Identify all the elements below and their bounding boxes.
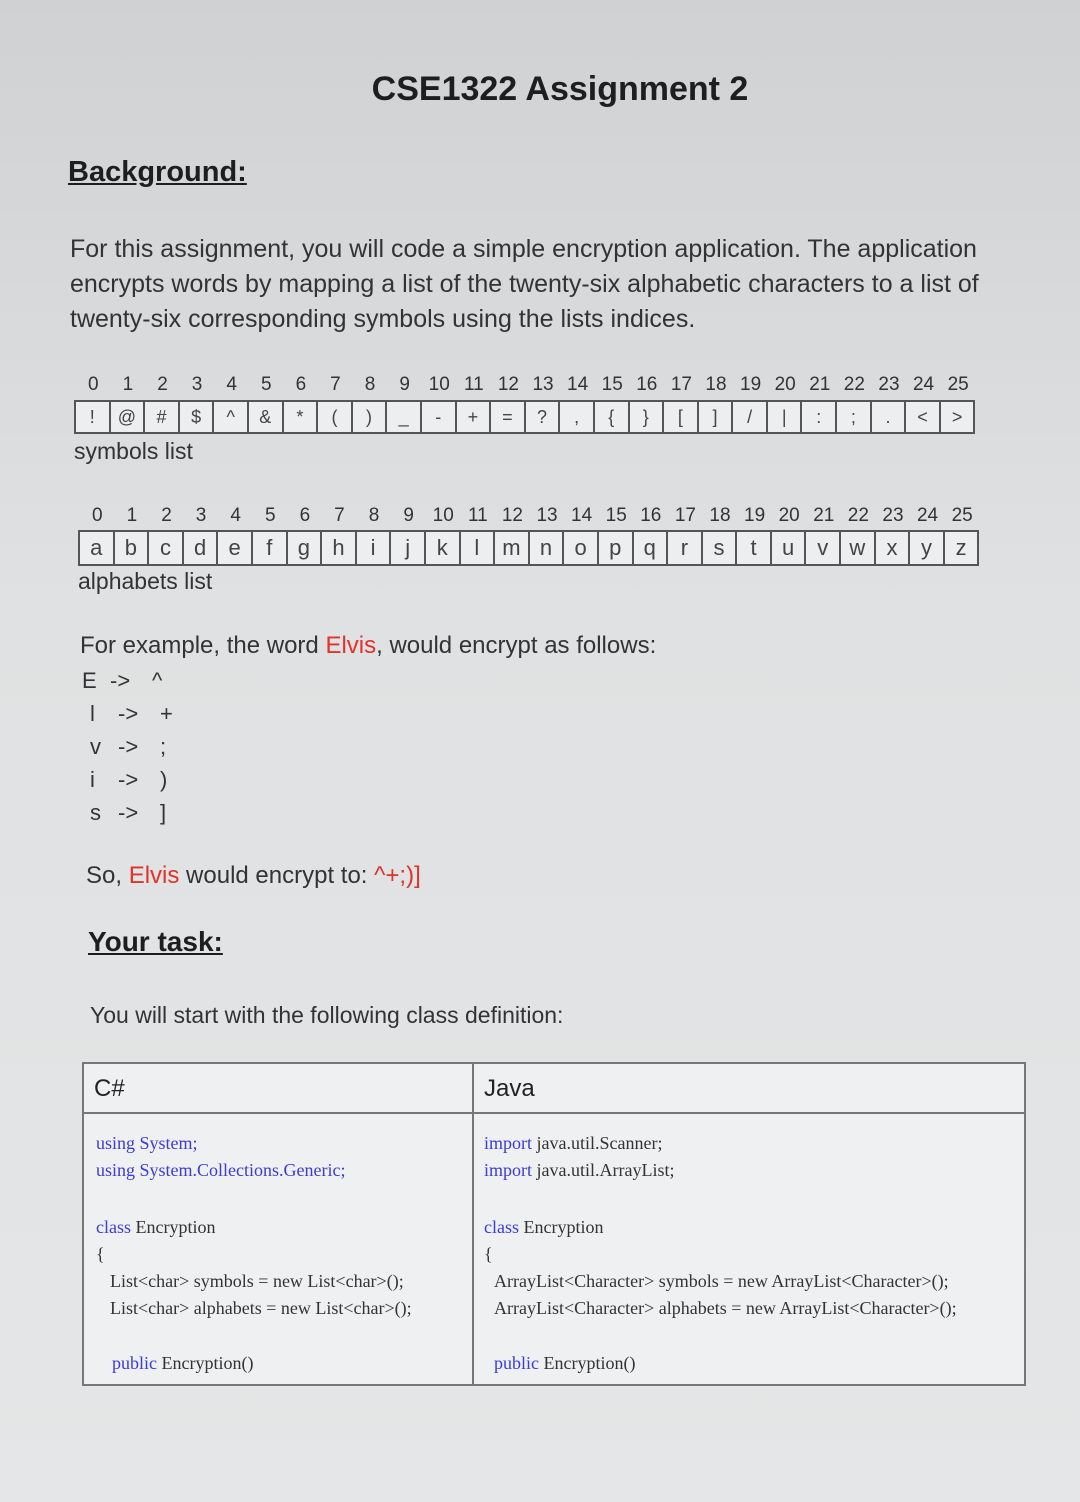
java-field-1: ArrayList<Character> symbols = new ArrayList<Character>();	[494, 1271, 949, 1291]
symbols-index: 7	[330, 374, 341, 395]
keyword: class	[96, 1217, 131, 1237]
symbols-caption: symbols list	[74, 438, 193, 464]
task-text: You will start with the following class definition:	[90, 1002, 564, 1028]
alphabets-cell: n	[528, 530, 563, 566]
code-text: Encryption()	[539, 1353, 636, 1373]
mapping-from: l	[90, 701, 95, 726]
keyword: import	[484, 1133, 532, 1153]
symbols-cell: $	[178, 400, 213, 434]
symbols-cell: <	[904, 400, 939, 434]
alphabets-cell: z	[943, 530, 980, 566]
alphabets-cell: g	[286, 530, 321, 566]
mapping-from: s	[90, 800, 101, 825]
alphabets-cell: y	[908, 530, 943, 566]
csharp-brace: {	[96, 1244, 105, 1264]
alphabets-cell: i	[355, 530, 390, 566]
symbols-index: 15	[601, 374, 623, 395]
example-sentence	[80, 632, 656, 660]
symbols-cell: :	[800, 400, 835, 434]
result-mid: would encrypt to:	[179, 862, 375, 889]
alphabets-cell: e	[216, 530, 251, 566]
symbols-index: 5	[260, 374, 272, 395]
symbols-index: 17	[670, 374, 692, 395]
symbols-cell: (	[316, 400, 351, 434]
alphabets-cell: w	[839, 530, 874, 566]
alphabets-index: 15	[605, 505, 627, 526]
symbols-cell: ?	[524, 400, 559, 434]
alphabets-cell: b	[113, 530, 148, 566]
keyword: using	[96, 1133, 136, 1153]
keyword: public	[112, 1353, 157, 1373]
java-header: Java	[484, 1075, 535, 1102]
code-text: java.util.ArrayList;	[532, 1160, 675, 1180]
alphabets-index: 25	[951, 505, 973, 526]
alphabets-index: 12	[501, 505, 523, 526]
alphabets-index: 18	[709, 505, 731, 526]
symbols-cell: ^	[212, 400, 247, 434]
symbols-cell: @	[109, 400, 144, 434]
symbols-index: 1	[122, 374, 134, 395]
symbols-index: 8	[364, 374, 376, 395]
background-heading: Background:	[68, 156, 247, 188]
alphabets-cell: s	[701, 530, 736, 566]
alphabets-cell: u	[770, 530, 805, 566]
csharp-code	[96, 1130, 412, 1377]
alphabets-cell: o	[562, 530, 597, 566]
result-prefix: So,	[86, 862, 129, 889]
symbols-cell: #	[143, 400, 178, 434]
symbols-index: 4	[226, 374, 237, 395]
mapping-arrow: ->	[118, 701, 139, 726]
symbols-cell: }	[628, 400, 663, 434]
java-brace: {	[484, 1244, 493, 1264]
symbols-cell: ]	[697, 400, 732, 434]
symbols-cell: =	[489, 400, 524, 434]
alphabets-index: 14	[571, 505, 593, 526]
mapping-to: ;	[160, 734, 167, 759]
csharp-field-1: List<char> symbols = new List<char>();	[110, 1271, 404, 1291]
alphabets-index: 1	[126, 505, 138, 526]
mapping-to: ^	[152, 668, 163, 693]
code-text: System.Collections.Generic;	[135, 1160, 346, 1180]
csharp-class-line	[96, 1214, 412, 1241]
alphabets-index: 16	[640, 505, 662, 526]
alphabets-cell: x	[874, 530, 909, 566]
alphabets-index: 22	[847, 505, 869, 526]
mapping-row	[82, 763, 180, 796]
symbols-index: 10	[428, 374, 450, 395]
mapping-to: +	[160, 701, 173, 726]
mapping-row	[82, 730, 180, 763]
symbols-index: 18	[705, 374, 727, 395]
alphabets-list	[78, 530, 979, 566]
symbols-index: 22	[843, 374, 865, 395]
alphabets-cell: k	[424, 530, 459, 566]
mapping-arrow: ->	[110, 668, 131, 693]
alphabets-cell: d	[182, 530, 217, 566]
alphabets-index: 11	[467, 505, 488, 526]
code-text: Encryption	[131, 1217, 216, 1237]
alphabets-index: 20	[778, 505, 800, 526]
alphabets-cell: m	[493, 530, 528, 566]
java-class-line	[484, 1214, 957, 1241]
mapping-row	[82, 796, 180, 829]
alphabets-caption: alphabets list	[78, 568, 213, 594]
keyword: class	[484, 1217, 519, 1237]
alphabets-cell: j	[389, 530, 424, 566]
alphabets-cell: c	[147, 530, 182, 566]
class-definition-table	[82, 1062, 1026, 1386]
alphabets-cell: q	[632, 530, 667, 566]
alphabets-cell: r	[666, 530, 701, 566]
symbols-cell: |	[766, 400, 801, 434]
java-field-2: ArrayList<Character> alphabets = new ArrayList<Character>();	[494, 1298, 957, 1318]
mapping-arrow: ->	[118, 767, 139, 792]
alphabets-cell: f	[251, 530, 286, 566]
symbols-cell: *	[282, 400, 317, 434]
symbols-index: 6	[295, 374, 307, 395]
symbols-index: 20	[774, 374, 796, 395]
alphabets-index: 7	[334, 505, 345, 526]
symbols-index: 9	[399, 374, 410, 395]
alphabets-cell: h	[320, 530, 355, 566]
symbols-index: 2	[157, 374, 168, 395]
mapping-arrow: ->	[118, 734, 139, 759]
symbols-index: 13	[532, 374, 554, 395]
alphabets-index: 21	[813, 505, 835, 526]
symbols-index: 25	[947, 374, 969, 395]
keyword: using	[96, 1160, 136, 1180]
mapping-row	[82, 697, 180, 730]
csharp-ctor	[96, 1350, 412, 1377]
mapping-from: v	[90, 734, 101, 759]
symbols-index-row	[76, 374, 975, 396]
keyword: import	[484, 1160, 532, 1180]
mapping-to: ]	[160, 800, 167, 825]
symbols-index: 3	[191, 374, 203, 395]
code-text: Encryption()	[157, 1353, 254, 1373]
mapping-from: i	[90, 767, 95, 792]
alphabets-index: 23	[882, 505, 904, 526]
alphabets-cell: l	[459, 530, 494, 566]
alphabets-index: 6	[299, 505, 311, 526]
alphabets-cell: v	[804, 530, 839, 566]
symbols-cell: .	[870, 400, 905, 434]
alphabets-index: 0	[92, 505, 103, 526]
alphabets-index: 3	[195, 505, 207, 526]
alphabets-index: 10	[432, 505, 454, 526]
keyword: public	[494, 1353, 539, 1373]
alphabets-cell: p	[597, 530, 632, 566]
symbols-index: 12	[497, 374, 519, 395]
java-ctor	[484, 1350, 957, 1377]
result-value: ^+;)]	[374, 862, 421, 889]
java-code	[484, 1130, 957, 1377]
symbols-index: 21	[809, 374, 831, 395]
symbols-index: 23	[878, 374, 900, 395]
csharp-using-2	[96, 1157, 412, 1184]
symbols-cell: _	[385, 400, 420, 434]
symbols-cell: ;	[835, 400, 870, 434]
symbols-cell: )	[351, 400, 386, 434]
alphabets-cell: t	[735, 530, 770, 566]
csharp-using-1	[96, 1130, 412, 1157]
alphabets-index: 8	[368, 505, 380, 526]
java-import-2	[484, 1157, 957, 1184]
alphabets-index: 19	[744, 505, 766, 526]
example-word: Elvis	[325, 632, 377, 659]
symbols-list	[74, 400, 975, 434]
symbols-cell: -	[420, 400, 455, 434]
task-heading: Your task:	[88, 926, 223, 957]
alphabets-index-row	[80, 505, 979, 527]
mapping-from: E	[82, 668, 97, 693]
code-text: System;	[135, 1133, 198, 1153]
alphabets-index: 13	[536, 505, 558, 526]
alphabets-cell: a	[78, 530, 113, 566]
alphabets-index: 2	[161, 505, 172, 526]
alphabets-index: 24	[916, 505, 939, 526]
mapping-to: )	[160, 767, 168, 792]
background-paragraph: For this assignment, you will code a simple encryption application. The application encrypts words by mapping a list of the twenty-six alphabetic characters to a list of twenty-six corresponding symbols using the lists indices.	[70, 235, 979, 333]
page-title: CSE1322 Assignment 2	[371, 70, 749, 108]
symbols-cell: [	[662, 400, 697, 434]
mapping-row	[82, 664, 180, 697]
java-import-1	[484, 1130, 957, 1157]
symbols-cell: +	[455, 400, 490, 434]
symbols-cell: ,	[558, 400, 593, 434]
result-sentence	[86, 862, 421, 890]
symbols-index: 16	[636, 374, 658, 395]
symbols-cell: &	[247, 400, 282, 434]
symbols-index: 0	[88, 374, 99, 395]
symbols-cell: {	[593, 400, 628, 434]
code-text: java.util.Scanner;	[532, 1133, 663, 1153]
symbols-cell: !	[74, 400, 109, 434]
result-word: Elvis	[128, 862, 180, 889]
alphabets-index: 4	[230, 505, 241, 526]
symbols-index: 14	[567, 374, 589, 395]
example-prefix: For example, the word	[80, 632, 326, 659]
symbols-cell: >	[939, 400, 976, 434]
csharp-field-2: List<char> alphabets = new List<char>();	[110, 1298, 412, 1318]
alphabets-index: 17	[674, 505, 696, 526]
mapping-list	[82, 664, 180, 829]
example-suffix: , would encrypt as follows:	[376, 632, 657, 659]
mapping-arrow: ->	[118, 800, 139, 825]
symbols-index: 11	[463, 374, 484, 395]
symbols-index: 24	[912, 374, 935, 395]
csharp-header: C#	[94, 1075, 125, 1102]
alphabets-index: 5	[264, 505, 276, 526]
alphabets-index: 9	[403, 505, 414, 526]
symbols-index: 19	[740, 374, 762, 395]
symbols-cell: /	[731, 400, 766, 434]
code-text: Encryption	[519, 1217, 604, 1237]
